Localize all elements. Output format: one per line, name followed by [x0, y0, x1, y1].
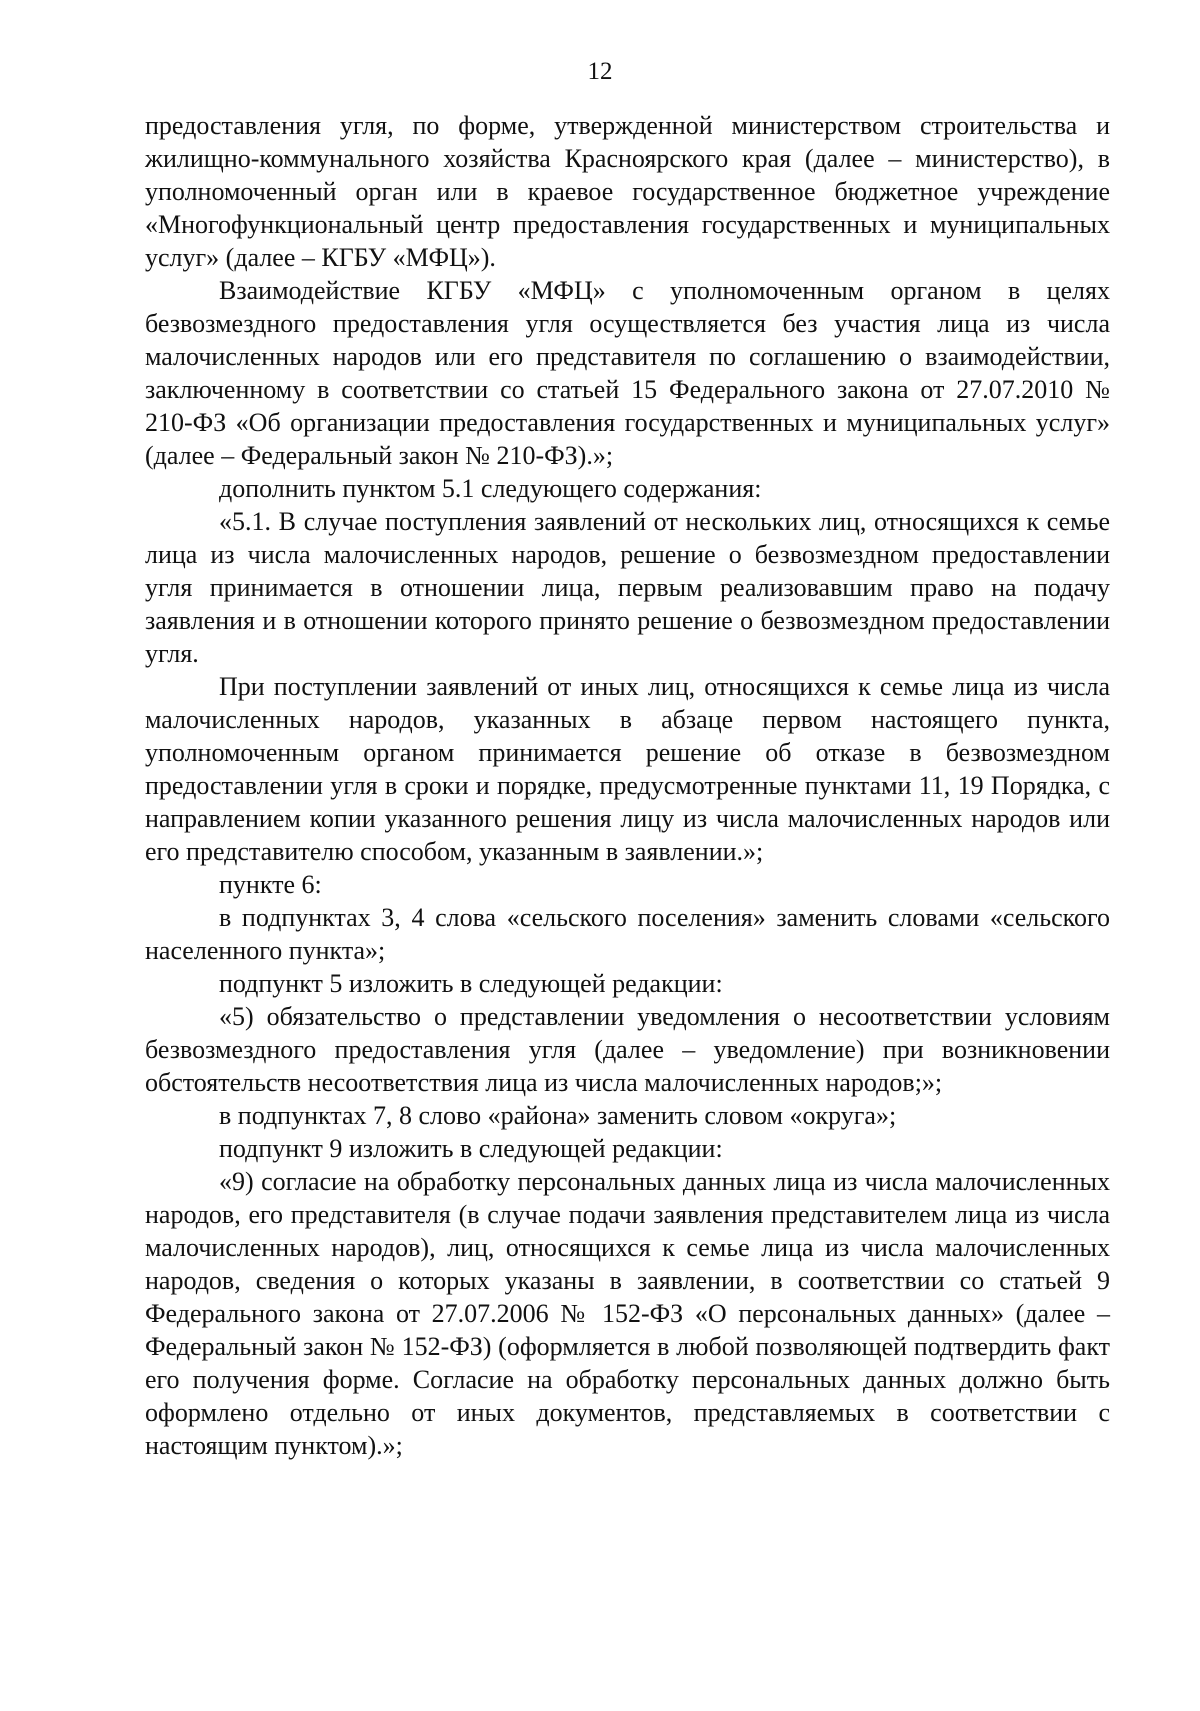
paragraph-add-clause-5-1: дополнить пунктом 5.1 следующего содержания:: [219, 474, 762, 503]
paragraph-clause-6: пункте 6:: [219, 870, 322, 899]
paragraph-clause-5-1: «5.1. В случае поступления заявлений от нескольких лиц, относящихся к семье лица из числа малочисленных народов, решение о безвозмездном предоставлении угля принимается в отношении лица, первым реализовавшим право на подачу заявления и в отношении которого принято решение о безвозмездном предоставлении угля.: [145, 507, 1110, 668]
paragraph-subclause-5: «5) обязательство о представлении уведомления о несоответствии условиям безвозмездного предоставления угля (далее – уведомление) при возникновении обстоятельств несоответствия лица из числа малочисленных народов;»;: [145, 1002, 1110, 1097]
paragraph-subclauses-7-8: в подпунктах 7, 8 слово «района» заменить словом «округа»;: [219, 1101, 897, 1130]
paragraph-subclause-9-intro: подпункт 9 изложить в следующей редакции:: [219, 1134, 723, 1163]
document-body: [145, 109, 1110, 1462]
paragraph-mfc-interaction: Взаимодействие КГБУ «МФЦ» с уполномоченным органом в целях безвозмездного предоставления угля осуществляется без участия лица из числа малочисленных народов или его представителя по соглашению о взаимодействии, заключенному в соответствии со статьей 15 Федерального закона от 27.07.2010 № 210-ФЗ «Об организации предоставления государственных и муниципальных услуг» (далее – Федеральный закон № 210-ФЗ).»;: [145, 276, 1110, 470]
page-number: 12: [587, 58, 613, 85]
paragraph-subclause-9: «9) согласие на обработку персональных данных лица из числа малочисленных народов, его представителя (в случае подачи заявления представителем лица из числа малочисленных народов), лиц, относящихся к семье лица из числа малочисленных народов, сведения о которых указаны в заявлении, в соответствии со статьей 9 Федерального закона от 27.07.2006 № 152-ФЗ «О персональных данных» (далее – Федеральный закон № 152-ФЗ) (оформляется в любой позволяющей подтвердить факт его получения форме. Согласие на обработку персональных данных должно быть оформлено отдельно от иных документов, представляемых в соответствии с настоящим пунктом).»;: [145, 1167, 1110, 1460]
paragraph-other-applications: При поступлении заявлений от иных лиц, относящихся к семье лица из числа малочисленных народов, указанных в абзаце первом настоящего пункта, уполномоченным органом принимается решение об отказе в безвозмездном предоставлении угля в сроки и порядке, предусмотренные пунктами 11, 19 Порядка, с направлением копии указанного решения лицу из числа малочисленных народов или его представителю способом, указанным в заявлении.»;: [145, 672, 1110, 866]
paragraph-subclauses-3-4: в подпунктах 3, 4 слова «сельского поселения» заменить словами «сельского населенного пункта»;: [145, 903, 1110, 965]
paragraph-continuation: предоставления угля, по форме, утвержденной министерством строительства и жилищно-коммунального хозяйства Красноярского края (далее – министерство), в уполномоченный орган или в краевое государственное бюджетное учреждение «Многофункциональный центр предоставления государственных и муниципальных услуг» (далее – КГБУ «МФЦ»).: [145, 111, 1110, 272]
paragraph-subclause-5-intro: подпункт 5 изложить в следующей редакции:: [219, 969, 723, 998]
